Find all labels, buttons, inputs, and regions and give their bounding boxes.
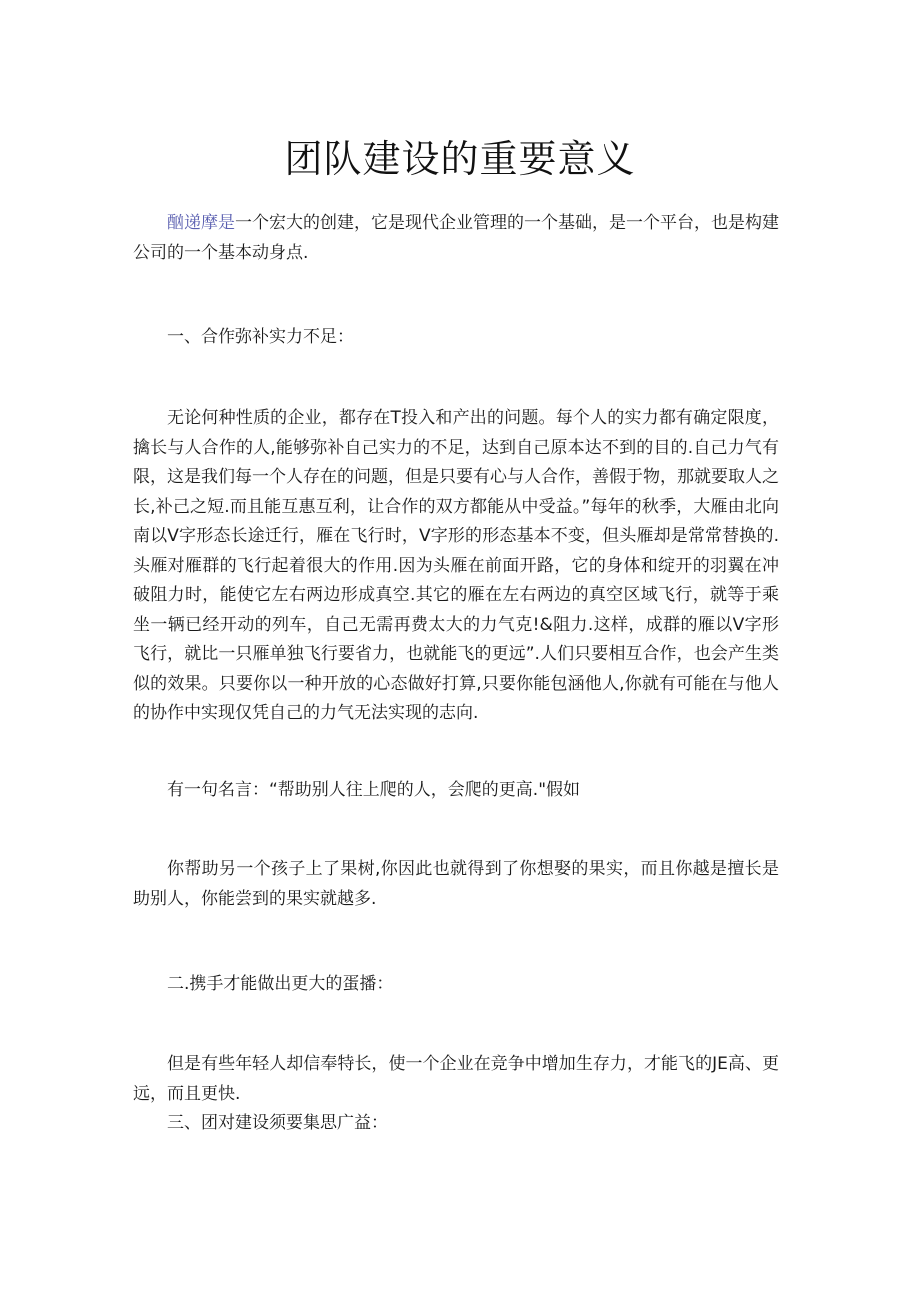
section-heading-3: 三、团对建设须要集思广益： [167, 1113, 388, 1133]
section-heading-2: 二.携手才能做出更大的蛋播： [167, 974, 394, 994]
quote-body: 你帮助另一个孩子上了果树,你因此也就得到了你想娶的果实，而且你越是擅长是助别人，你能尝到的果实就越多. [133, 859, 779, 909]
section-2-body: 但是有些年轻人却信奉特长，使一个企业在竞争中增加生存力，才能飞的JE高、更远，而且更快. [133, 1054, 779, 1104]
section-1-body: 无论何种性质的企业，都存在T投入和产出的问题。每个人的实力都有确定限度，擒长与人合作的人,能够弥补自己实力的不足，达到自己原本达不到的目的.自己力气有限，这是我们每一个人存在的问题，但是只要有心与人合作，善假于物，那就要取人之长,补己之短.而且能互惠互利，让合作的双方都能从中受益。”每年的秋季，大雁由北向南以V字形态长途迁行，雁在飞行时，V字形的形态基本不变，但头雁却是常常替换的.头雁对雁群的飞行起着很大的作用.因为头雁在前面开路，它的身体和绽开的羽翼在冲破阻力时，能使它左右两边形成真空.其它的雁在左右两边的真空区域飞行，就等于乘坐一辆已经开动的列车，自己无需再费太大的力气克!&阻力.这样，成群的雁以V字形飞行，就比一只雁单独飞行要省力，也就能飞的更远”.人们只要相互合作，也会产生类似的效果。只要你以一种开放的心态做好打算,只要你能包涵他人,你就有可能在与他人的协作中实现仅凭自己的力气无法实现的志向. [133, 408, 779, 723]
intro-lead-text: 酗递摩是 [167, 213, 235, 233]
document-title: 团队建设的重要意义 [284, 137, 636, 181]
intro-text: 一个宏大的创建，它是现代企业管理的一个基础，是一个平台，也是构建公司的一个基本动身点. [133, 213, 779, 263]
section-heading-1: 一、合作弥补实力不足： [167, 327, 354, 347]
quote-line: 有一句名言：“帮助别人往上爬的人，会爬的更高."假如 [167, 780, 581, 800]
intro-paragraph [133, 209, 779, 268]
